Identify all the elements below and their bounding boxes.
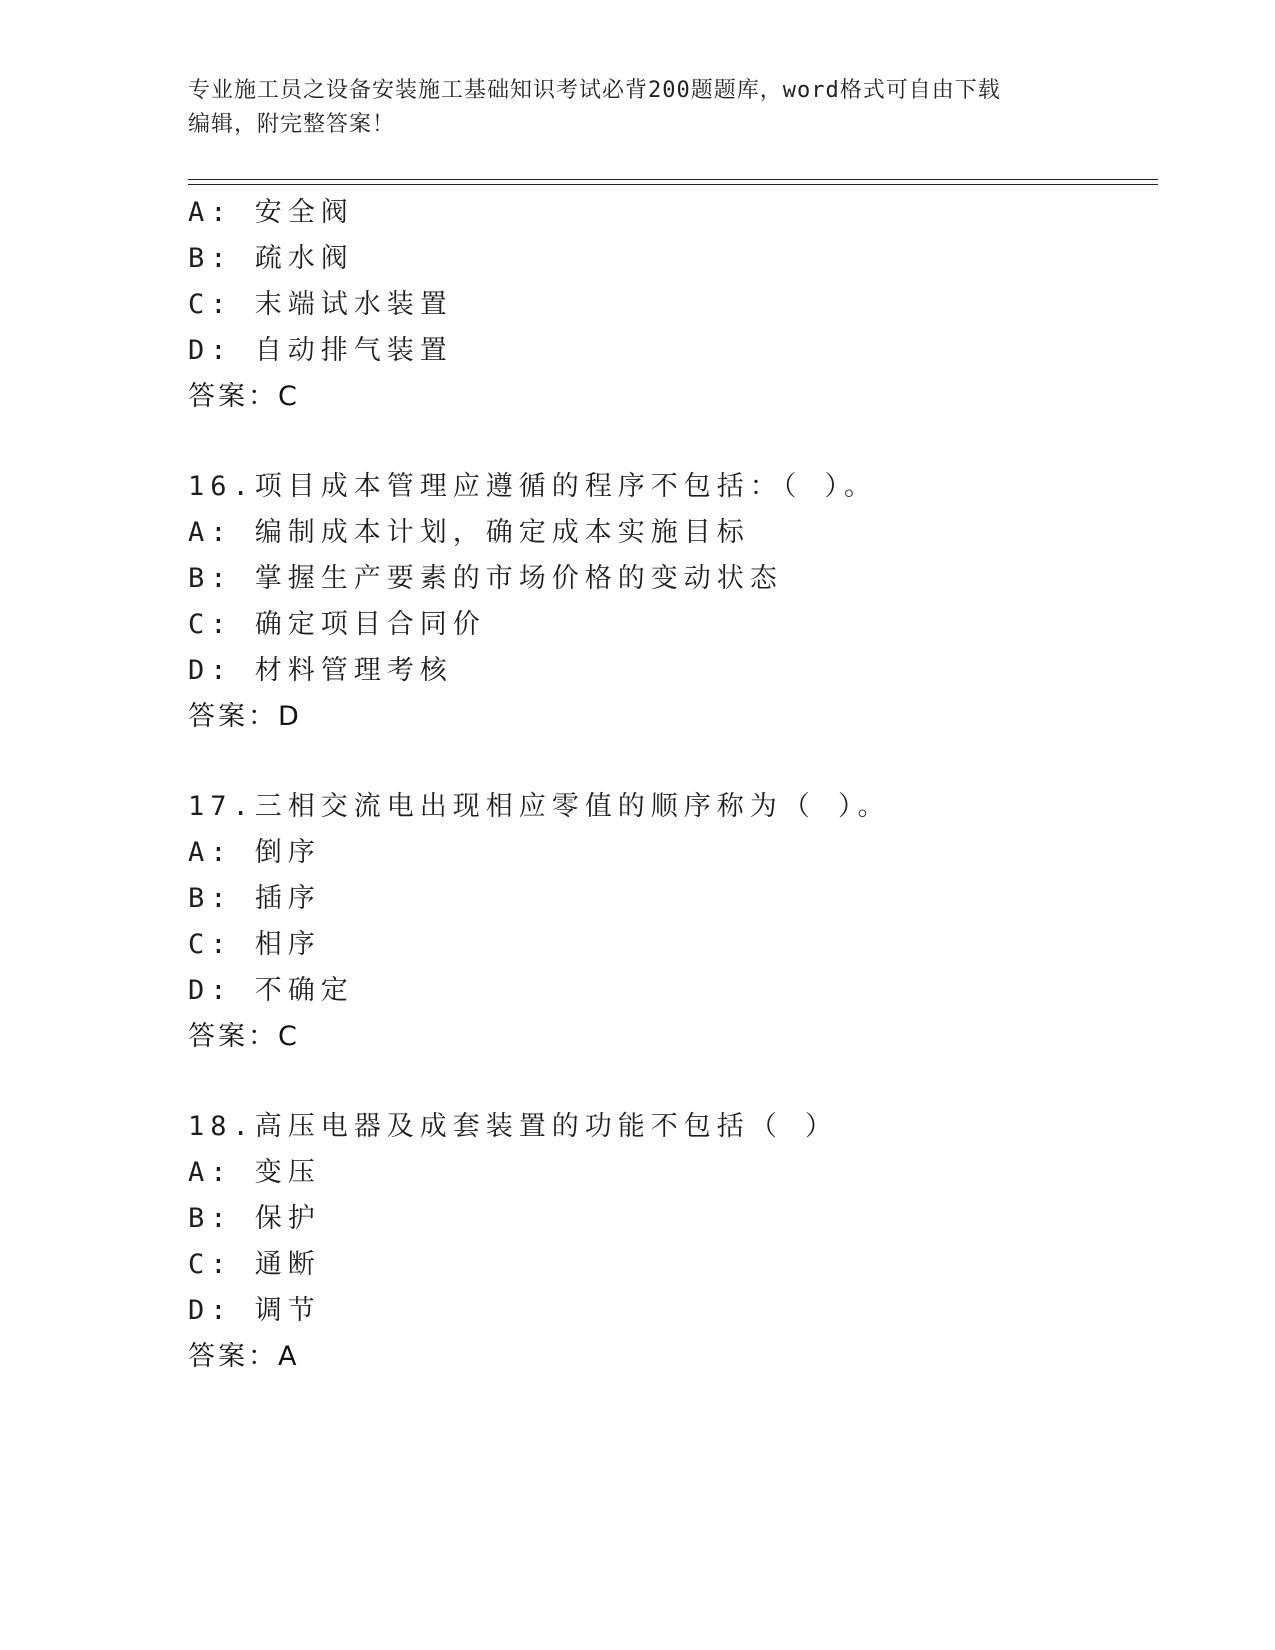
answer-line (188, 1014, 1148, 1060)
question-block-18 (188, 1104, 1148, 1380)
answer-label: 答案： (188, 1341, 278, 1372)
document-header (188, 74, 1088, 142)
answer-line (188, 694, 1148, 740)
spacer (188, 420, 1148, 464)
question-stem: 17.三相交流电出现相应零值的顺序称为（ ）。 (188, 791, 891, 822)
answer-value: D (278, 701, 302, 732)
option-d: D: 不确定 (188, 975, 354, 1006)
answer-value: C (278, 1021, 300, 1052)
option-a: A: 安全阀 (188, 197, 354, 228)
option-a: A: 编制成本计划，确定成本实施目标 (188, 517, 750, 548)
header-divider-bottom (188, 184, 1158, 185)
spacer (188, 740, 1148, 784)
question-stem: 18.高压电器及成套装置的功能不包括（ ） (188, 1111, 839, 1142)
question-block-15 (188, 190, 1148, 420)
answer-label: 答案： (188, 701, 278, 732)
option-b: B: 疏水阀 (188, 243, 354, 274)
option-a: A: 变压 (188, 1157, 321, 1188)
header-line-2: 编辑，附完整答案！ (188, 112, 396, 137)
option-c: C: 确定项目合同价 (188, 609, 486, 640)
option-b: B: 插序 (188, 883, 321, 914)
answer-line (188, 1334, 1148, 1380)
option-a: A: 倒序 (188, 837, 321, 868)
option-d: D: 材料管理考核 (188, 655, 453, 686)
header-divider-top (188, 179, 1158, 180)
question-stem: 16.项目成本管理应遵循的程序不包括：（ ）。 (188, 471, 878, 502)
answer-label: 答案： (188, 381, 278, 412)
option-b: B: 掌握生产要素的市场价格的变动状态 (188, 563, 783, 594)
answer-value: A (278, 1341, 300, 1372)
question-block-16 (188, 464, 1148, 740)
option-c: C: 通断 (188, 1249, 321, 1280)
answer-line (188, 374, 1148, 420)
spacer (188, 1060, 1148, 1104)
option-c: C: 末端试水装置 (188, 289, 453, 320)
option-c: C: 相序 (188, 929, 321, 960)
answer-value: C (278, 381, 300, 412)
question-block-17 (188, 784, 1148, 1060)
question-list (188, 190, 1148, 1380)
header-line-1: 专业施工员之设备安装施工基础知识考试必背200题题库，word格式可自由下载 (188, 78, 1001, 103)
answer-label: 答案： (188, 1021, 278, 1052)
option-d: D: 自动排气装置 (188, 335, 453, 366)
option-b: B: 保护 (188, 1203, 321, 1234)
option-d: D: 调节 (188, 1295, 321, 1326)
